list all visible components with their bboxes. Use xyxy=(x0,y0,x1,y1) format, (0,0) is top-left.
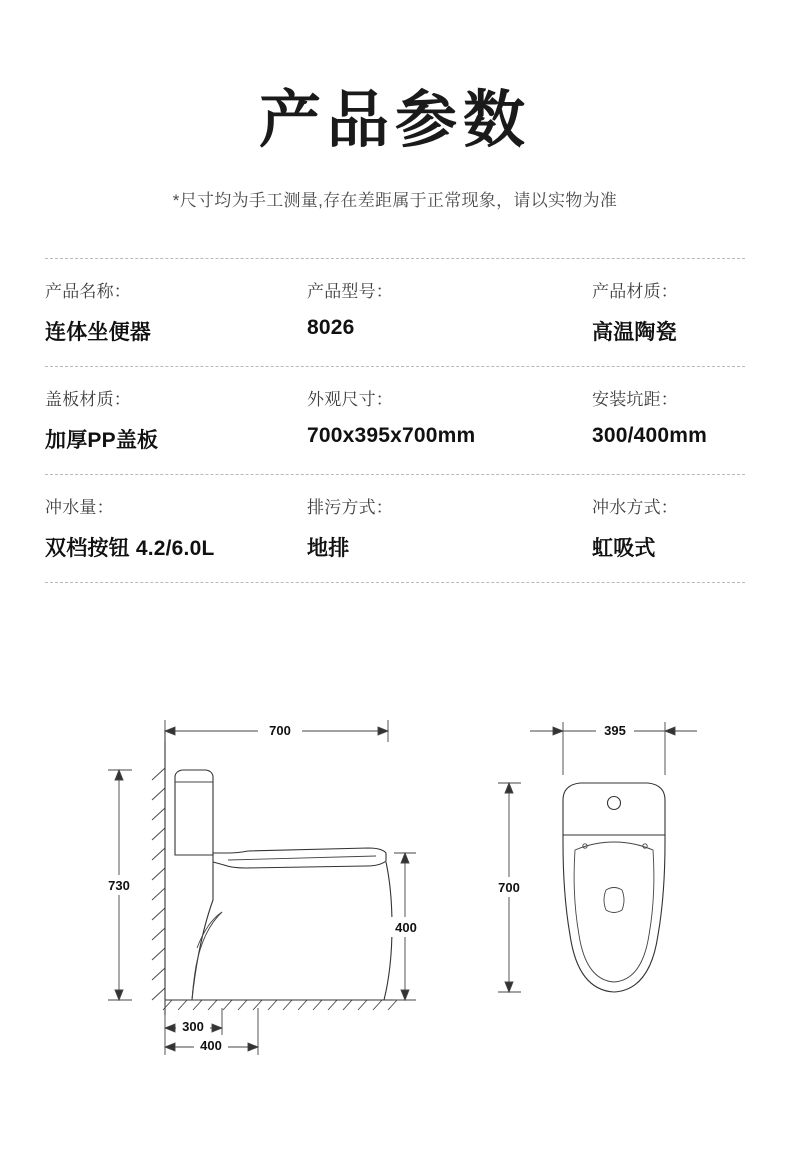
spec-label: 盖板材质： xyxy=(45,390,131,410)
measurement-note: *尺寸均为手工测量,存在差距属于正常现象，请以实物为准 xyxy=(172,191,618,211)
spec-cell-dimensions xyxy=(307,385,592,454)
spec-cell-product-material xyxy=(592,277,745,346)
dim-rough-in-300: 300 xyxy=(182,1019,204,1034)
dim-side-rear-height: 400 xyxy=(395,920,417,935)
dim-top-length: 700 xyxy=(498,880,520,895)
technical-drawings xyxy=(0,690,790,1110)
spec-value: 加厚PP盖板 xyxy=(45,429,159,453)
table-row xyxy=(45,366,745,474)
side-view-drawing xyxy=(96,720,429,1055)
top-view-drawing xyxy=(487,722,697,992)
spec-cell-lid-material xyxy=(45,385,307,454)
spec-cell-drain-type xyxy=(307,493,592,562)
spec-value: 地排 xyxy=(307,537,350,561)
spec-value: 连体坐便器 xyxy=(45,321,151,345)
spec-label: 冲水方式： xyxy=(592,498,678,518)
dim-rough-in-400: 400 xyxy=(200,1038,222,1053)
dim-side-width: 700 xyxy=(269,723,291,738)
page-title: 产品参数 xyxy=(258,83,531,156)
spec-cell-flush-volume xyxy=(45,493,307,562)
spec-label: 安装坑距： xyxy=(592,390,678,410)
spec-table xyxy=(45,258,745,583)
spec-cell-rough-in xyxy=(592,385,745,454)
dim-top-width: 395 xyxy=(604,723,626,738)
spec-value: 双档按钮 4.2/6.0L xyxy=(45,537,215,561)
spec-value: 虹吸式 xyxy=(592,537,656,561)
spec-label: 产品名称： xyxy=(45,282,131,302)
spec-value: 高温陶瓷 xyxy=(592,321,677,345)
table-row xyxy=(45,474,745,583)
spec-label: 外观尺寸： xyxy=(307,390,393,410)
table-row xyxy=(45,258,745,366)
spec-label: 冲水量： xyxy=(45,498,114,518)
spec-cell-flush-method xyxy=(592,493,745,562)
spec-label: 排污方式： xyxy=(307,498,393,518)
spec-value: 8026 xyxy=(307,316,355,340)
spec-label: 产品型号： xyxy=(307,282,393,302)
spec-cell-product-model xyxy=(307,277,592,346)
spec-value: 700x395x700mm xyxy=(307,424,476,448)
spec-value: 300/400mm xyxy=(592,424,708,448)
spec-label: 产品材质： xyxy=(592,282,678,302)
spec-cell-product-name xyxy=(45,277,307,346)
dim-side-height: 730 xyxy=(108,878,130,893)
